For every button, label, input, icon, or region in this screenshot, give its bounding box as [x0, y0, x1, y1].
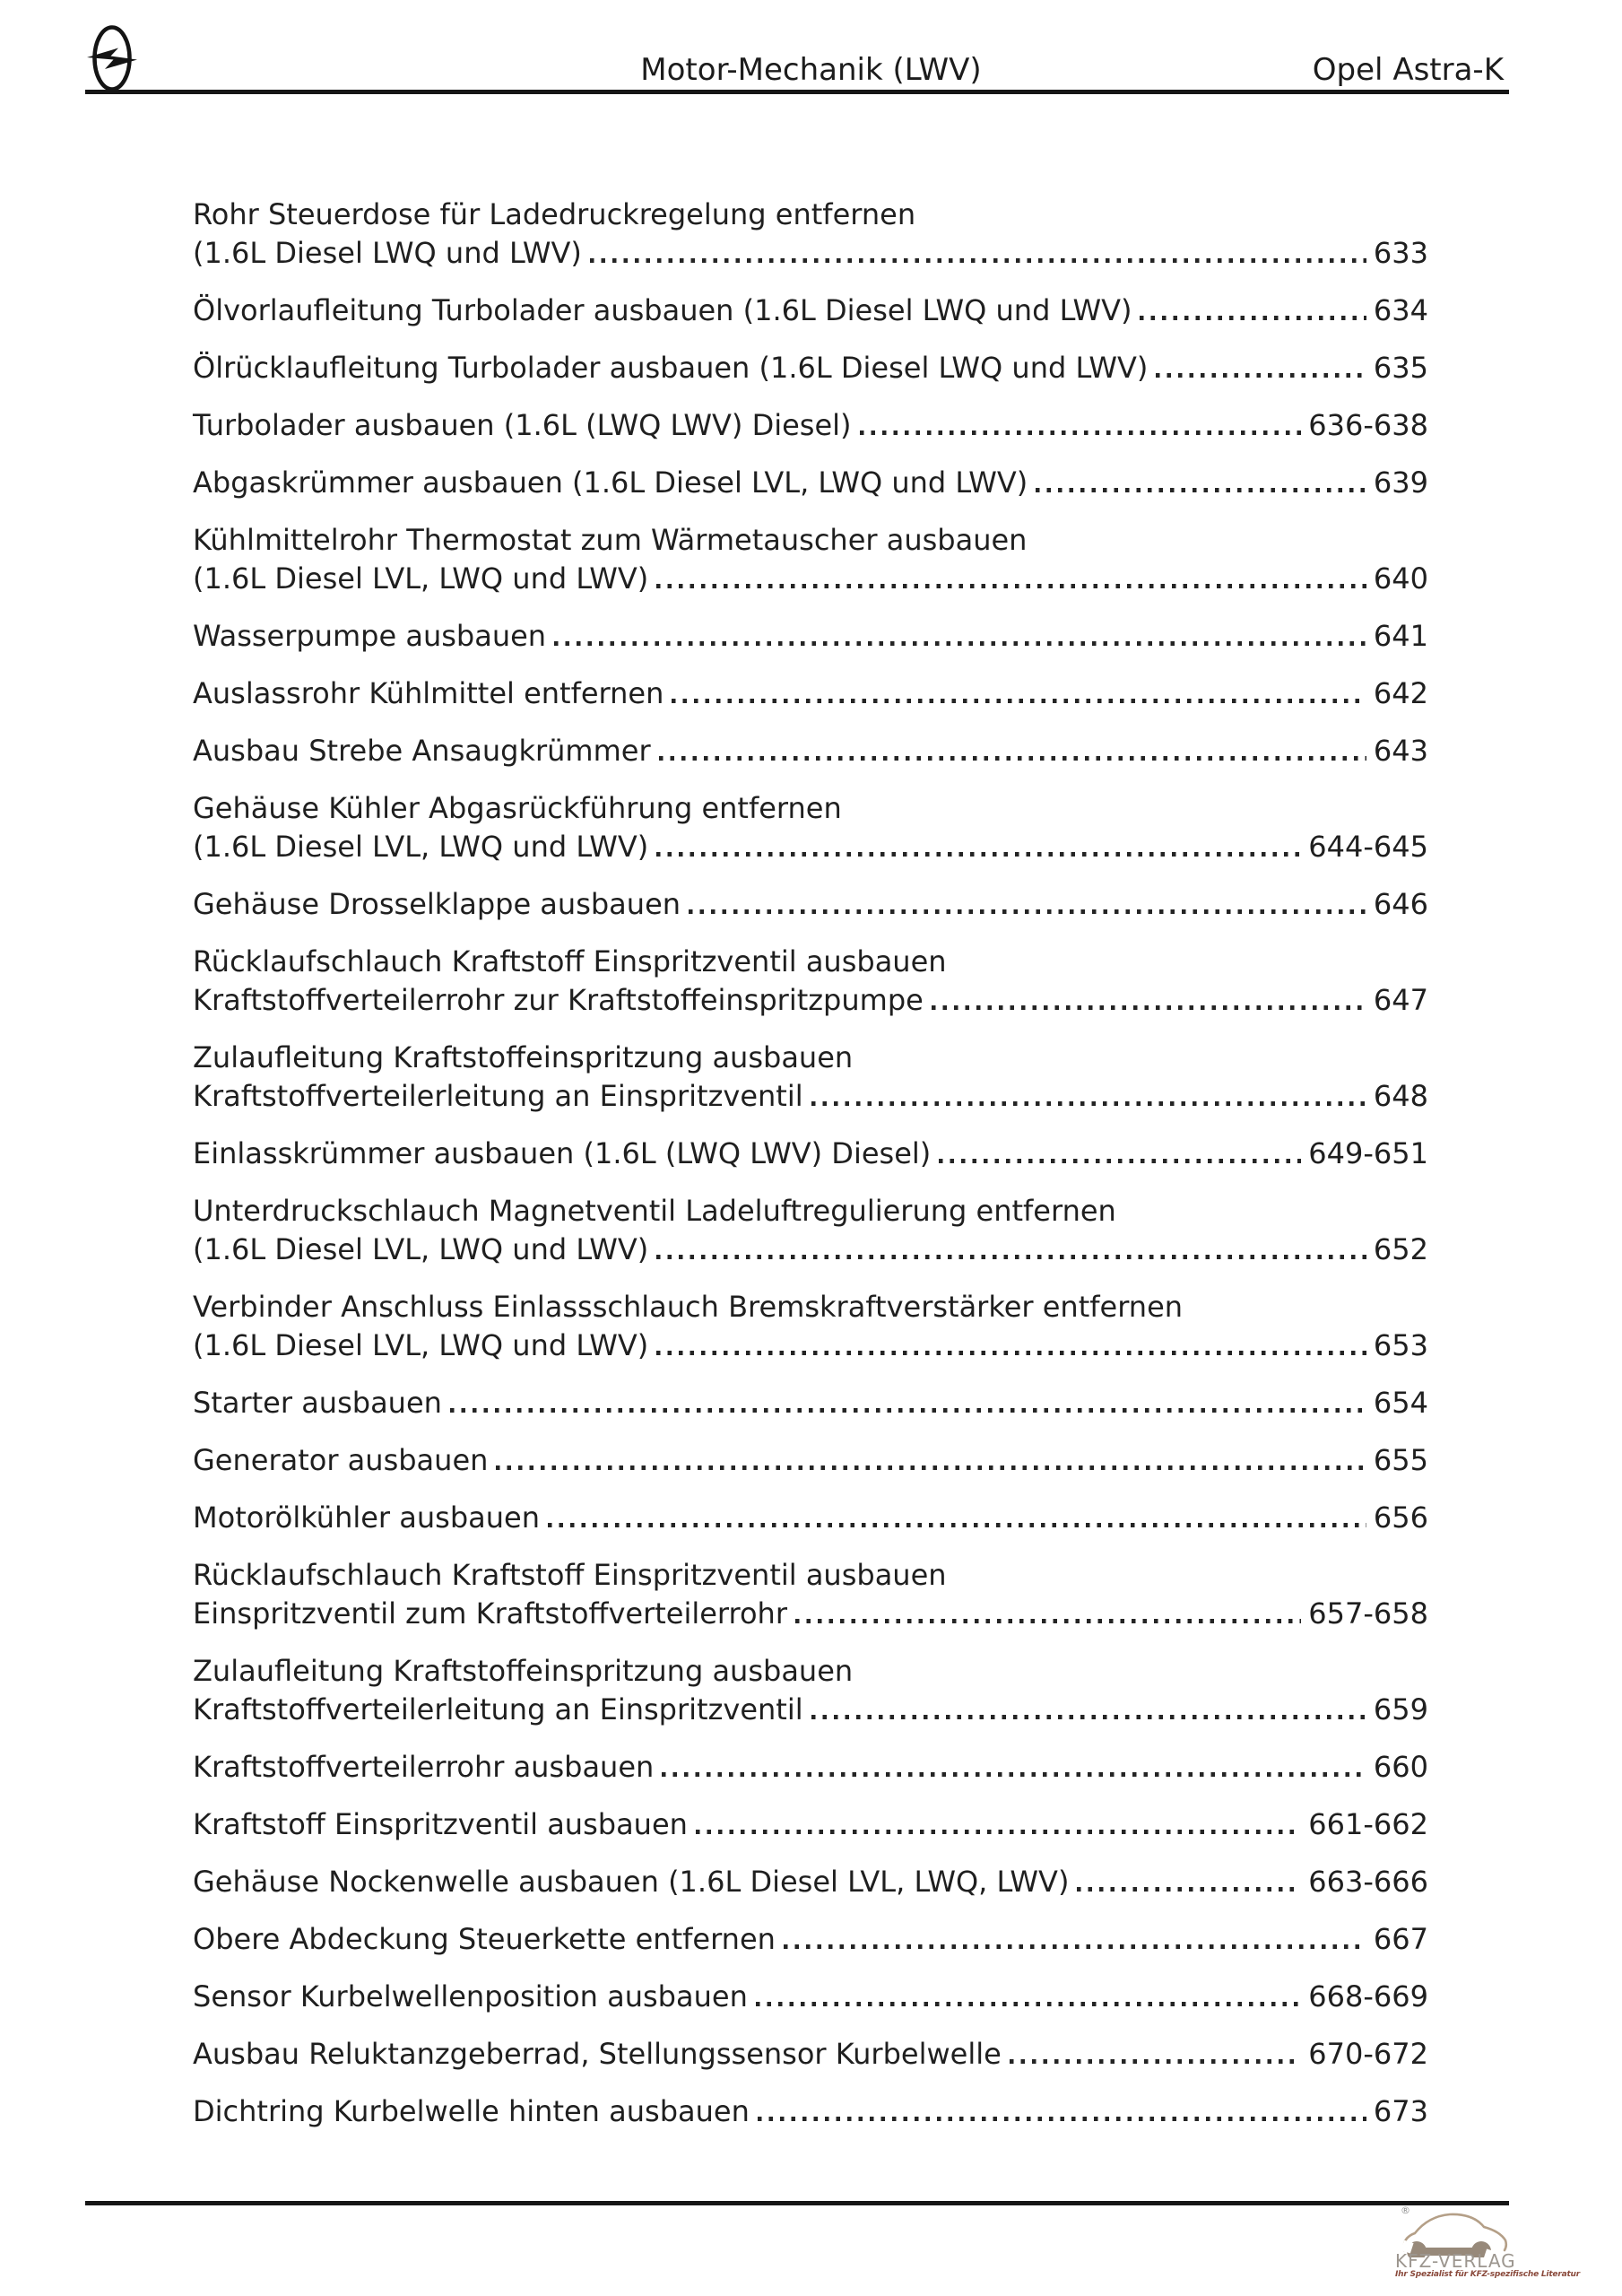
entry-leader-row: [193, 560, 1428, 598]
page-number: 657-658: [1308, 1596, 1428, 1631]
entry-label: Kraftstoffverteilerrohr zur Kraftstoffeinspritzpumpe: [193, 983, 924, 1017]
entry-leader-row: [193, 1595, 1428, 1633]
toc-entry: [193, 789, 1428, 866]
page-number: 670-672: [1308, 2037, 1428, 2071]
toc-entry: [193, 521, 1428, 598]
dot-leader: [860, 430, 1302, 435]
dot-leader: [758, 2117, 1366, 2121]
entry-label: Kraftstoffverteilerleitung an Einspritzventil: [193, 1079, 803, 1113]
entry-leader-row: [193, 1748, 1428, 1787]
entry-label: Kraftstoffverteilerleitung an Einspritzventil: [193, 1692, 803, 1726]
toc-entry: [193, 1441, 1428, 1480]
dot-leader: [784, 1944, 1366, 1949]
dot-leader: [672, 699, 1366, 703]
dot-leader: [1077, 1887, 1301, 1892]
toc-entry: [193, 1920, 1428, 1959]
dot-leader: [1156, 373, 1366, 378]
entry-label: Dichtring Kurbelwelle hinten ausbauen: [193, 2094, 750, 2128]
page-number: 667: [1373, 1922, 1428, 1956]
entry-leader-row: [193, 1326, 1428, 1365]
toc-entry: [193, 1384, 1428, 1422]
entry-label: Ausbau Reluktanzgeberrad, Stellungssensor Kurbelwelle: [193, 2037, 1002, 2071]
page-number: 640: [1373, 561, 1428, 596]
entry-leader-row: [193, 1384, 1428, 1422]
entry-label: Generator ausbauen: [193, 1443, 489, 1477]
entry-label: Gehäuse Nockenwelle ausbauen (1.6L Diesel LVL, LWQ, LWV): [193, 1865, 1070, 1899]
page-number: 673: [1373, 2094, 1428, 2128]
toc-entry: [193, 1652, 1428, 1729]
entry-label: Ölvorlaufleitung Turbolader ausbauen (1.6L Diesel LWQ und LWV): [193, 293, 1132, 327]
model-name: Opel Astra-K: [1312, 52, 1504, 88]
dot-leader: [590, 258, 1366, 263]
kfz-verlag-tagline: Ihr Spezialist für KFZ-spezifische Literatur: [1395, 2270, 1580, 2279]
toc-entry: [193, 1039, 1428, 1116]
entry-first-line: Zulaufleitung Kraftstoffeinspritzung ausbauen: [193, 1654, 854, 1688]
dot-leader: [656, 1255, 1366, 1259]
entry-label: Obere Abdeckung Steuerkette entfernen: [193, 1922, 776, 1956]
entry-label: Kraftstoff Einspritzventil ausbauen: [193, 1807, 688, 1841]
toc-entry: [193, 1805, 1428, 1844]
entry-leader-row: [193, 674, 1428, 713]
toc-entry: [193, 885, 1428, 924]
page-number: 643: [1373, 734, 1428, 768]
dot-leader: [656, 852, 1301, 857]
entry-leader-row: [193, 732, 1428, 770]
toc-list: [193, 196, 1428, 2150]
entry-first-line: Rücklaufschlauch Kraftstoff Einspritzventil ausbauen: [193, 1558, 947, 1592]
page-number: 633: [1373, 236, 1428, 270]
page-number: 660: [1373, 1750, 1428, 1784]
page-number: 635: [1373, 351, 1428, 385]
toc-entry: [193, 2092, 1428, 2131]
entry-leader-row: [193, 981, 1428, 1020]
entry-leader-row: [193, 1135, 1428, 1173]
page-number: 652: [1373, 1232, 1428, 1266]
page-number: 648: [1373, 1079, 1428, 1113]
footer-rule: [85, 2201, 1509, 2205]
entry-label: Wasserpumpe ausbauen: [193, 619, 547, 653]
dot-leader: [1140, 316, 1366, 320]
entry-leader-row: [193, 2035, 1428, 2074]
dot-leader: [811, 1715, 1366, 1719]
toc-entry: [193, 1288, 1428, 1365]
dot-leader: [696, 1830, 1301, 1834]
entry-first-line: Rücklaufschlauch Kraftstoff Einspritzventil ausbauen: [193, 944, 947, 978]
dot-leader: [659, 756, 1366, 761]
entry-leader-row: [193, 617, 1428, 656]
entry-label: Turbolader ausbauen (1.6L (LWQ LWV) Diesel): [193, 408, 852, 442]
entry-first-line: Zulaufleitung Kraftstoffeinspritzung ausbauen: [193, 1040, 854, 1074]
page-number: 647: [1373, 983, 1428, 1017]
entry-leader-row: [193, 464, 1428, 502]
entry-leader-row: [193, 1499, 1428, 1537]
dot-leader: [450, 1408, 1366, 1413]
entry-label: (1.6L Diesel LWQ und LWV): [193, 236, 582, 270]
entry-label: (1.6L Diesel LVL, LWQ und LWV): [193, 830, 649, 864]
page-number: 654: [1373, 1386, 1428, 1420]
toc-entry: [193, 196, 1428, 273]
toc-entry: [193, 674, 1428, 713]
entry-leader-row: [193, 2092, 1428, 2131]
page-number: 634: [1373, 293, 1428, 327]
entry-leader-row: [193, 828, 1428, 866]
toc-entry: [193, 1978, 1428, 2016]
dot-leader: [689, 909, 1366, 914]
toc-entry: [193, 291, 1428, 330]
page-number: 653: [1373, 1328, 1428, 1362]
dot-leader: [756, 2002, 1301, 2006]
header-rule: [85, 90, 1509, 94]
entry-label: Auslassrohr Kühlmittel entfernen: [193, 676, 664, 710]
toc-entry: [193, 732, 1428, 770]
registered-mark-icon: ®: [1401, 2205, 1410, 2216]
toc-entry: [193, 1192, 1428, 1269]
dot-leader: [496, 1465, 1366, 1470]
entry-leader-row: [193, 1920, 1428, 1959]
page-number: 636-638: [1308, 408, 1428, 442]
dot-leader: [662, 1772, 1366, 1777]
page-title: Motor-Mechanik (LWV): [640, 52, 982, 88]
entry-label: Sensor Kurbelwellenposition ausbauen: [193, 1979, 748, 2013]
page-number: 656: [1373, 1500, 1428, 1535]
dot-leader: [1036, 488, 1366, 492]
entry-leader-row: [193, 234, 1428, 273]
entry-leader-row: [193, 1077, 1428, 1116]
page-number: 646: [1373, 887, 1428, 921]
entry-leader-row: [193, 1863, 1428, 1901]
dot-leader: [795, 1619, 1301, 1623]
dot-leader: [554, 641, 1366, 646]
kfz-verlag-wordmark: KFZ-VERLAG: [1395, 2250, 1516, 2272]
dot-leader: [656, 1351, 1366, 1355]
entry-label: Ölrücklaufleitung Turbolader ausbauen (1.6L Diesel LWQ und LWV): [193, 351, 1149, 385]
entry-leader-row: [193, 406, 1428, 445]
entry-leader-row: [193, 1978, 1428, 2016]
page-number: 639: [1373, 465, 1428, 500]
entry-first-line: Kühlmittelrohr Thermostat zum Wärmetauscher ausbauen: [193, 523, 1028, 557]
page-number: 661-662: [1308, 1807, 1428, 1841]
entry-label: Ausbau Strebe Ansaugkrümmer: [193, 734, 651, 768]
entry-first-line: Rohr Steuerdose für Ladedruckregelung entfernen: [193, 197, 916, 231]
entry-leader-row: [193, 291, 1428, 330]
dot-leader: [1010, 2059, 1302, 2064]
toc-entry: [193, 2035, 1428, 2074]
toc-entry: [193, 349, 1428, 387]
entry-leader-row: [193, 1805, 1428, 1844]
page-number: 644-645: [1308, 830, 1428, 864]
page-number: 659: [1373, 1692, 1428, 1726]
toc-entry: [193, 1135, 1428, 1173]
entry-label: Einspritzventil zum Kraftstoffverteilerrohr: [193, 1596, 787, 1631]
dot-leader: [932, 1005, 1366, 1010]
entry-label: Einlasskrümmer ausbauen (1.6L (LWQ LWV) Diesel): [193, 1136, 932, 1170]
dot-leader: [656, 584, 1366, 588]
page-number: 663-666: [1308, 1865, 1428, 1899]
entry-label: Kraftstoffverteilerrohr ausbauen: [193, 1750, 655, 1784]
entry-leader-row: [193, 885, 1428, 924]
entry-label: Starter ausbauen: [193, 1386, 442, 1420]
page-number: 668-669: [1308, 1979, 1428, 2013]
entry-leader-row: [193, 1441, 1428, 1480]
entry-leader-row: [193, 349, 1428, 387]
entry-label: Motorölkühler ausbauen: [193, 1500, 540, 1535]
toc-entry: [193, 943, 1428, 1020]
toc-entry: [193, 1863, 1428, 1901]
entry-label: (1.6L Diesel LVL, LWQ und LWV): [193, 561, 649, 596]
dot-leader: [548, 1523, 1366, 1527]
entry-first-line: Gehäuse Kühler Abgasrückführung entfernen: [193, 791, 842, 825]
toc-entry: [193, 464, 1428, 502]
entry-leader-row: [193, 1231, 1428, 1269]
entry-label: (1.6L Diesel LVL, LWQ und LWV): [193, 1328, 649, 1362]
page-number: 641: [1373, 619, 1428, 653]
entry-label: Abgaskrümmer ausbauen (1.6L Diesel LVL, LWQ und LWV): [193, 465, 1028, 500]
page-number: 655: [1373, 1443, 1428, 1477]
page-number: 642: [1373, 676, 1428, 710]
entry-label: Gehäuse Drosselklappe ausbauen: [193, 887, 681, 921]
toc-entry: [193, 1748, 1428, 1787]
toc-entry: [193, 1499, 1428, 1537]
dot-leader: [939, 1159, 1301, 1163]
entry-leader-row: [193, 1691, 1428, 1729]
entry-label: (1.6L Diesel LVL, LWQ und LWV): [193, 1232, 649, 1266]
dot-leader: [811, 1101, 1366, 1106]
kfz-verlag-logo: [1395, 2205, 1580, 2280]
toc-entry: [193, 1556, 1428, 1633]
page-number: 649-651: [1308, 1136, 1428, 1170]
entry-first-line: Verbinder Anschluss Einlassschlauch Bremskraftverstärker entfernen: [193, 1290, 1184, 1324]
toc-entry: [193, 617, 1428, 656]
toc-entry: [193, 406, 1428, 445]
entry-first-line: Unterdruckschlauch Magnetventil Ladeluftregulierung entfernen: [193, 1194, 1116, 1228]
